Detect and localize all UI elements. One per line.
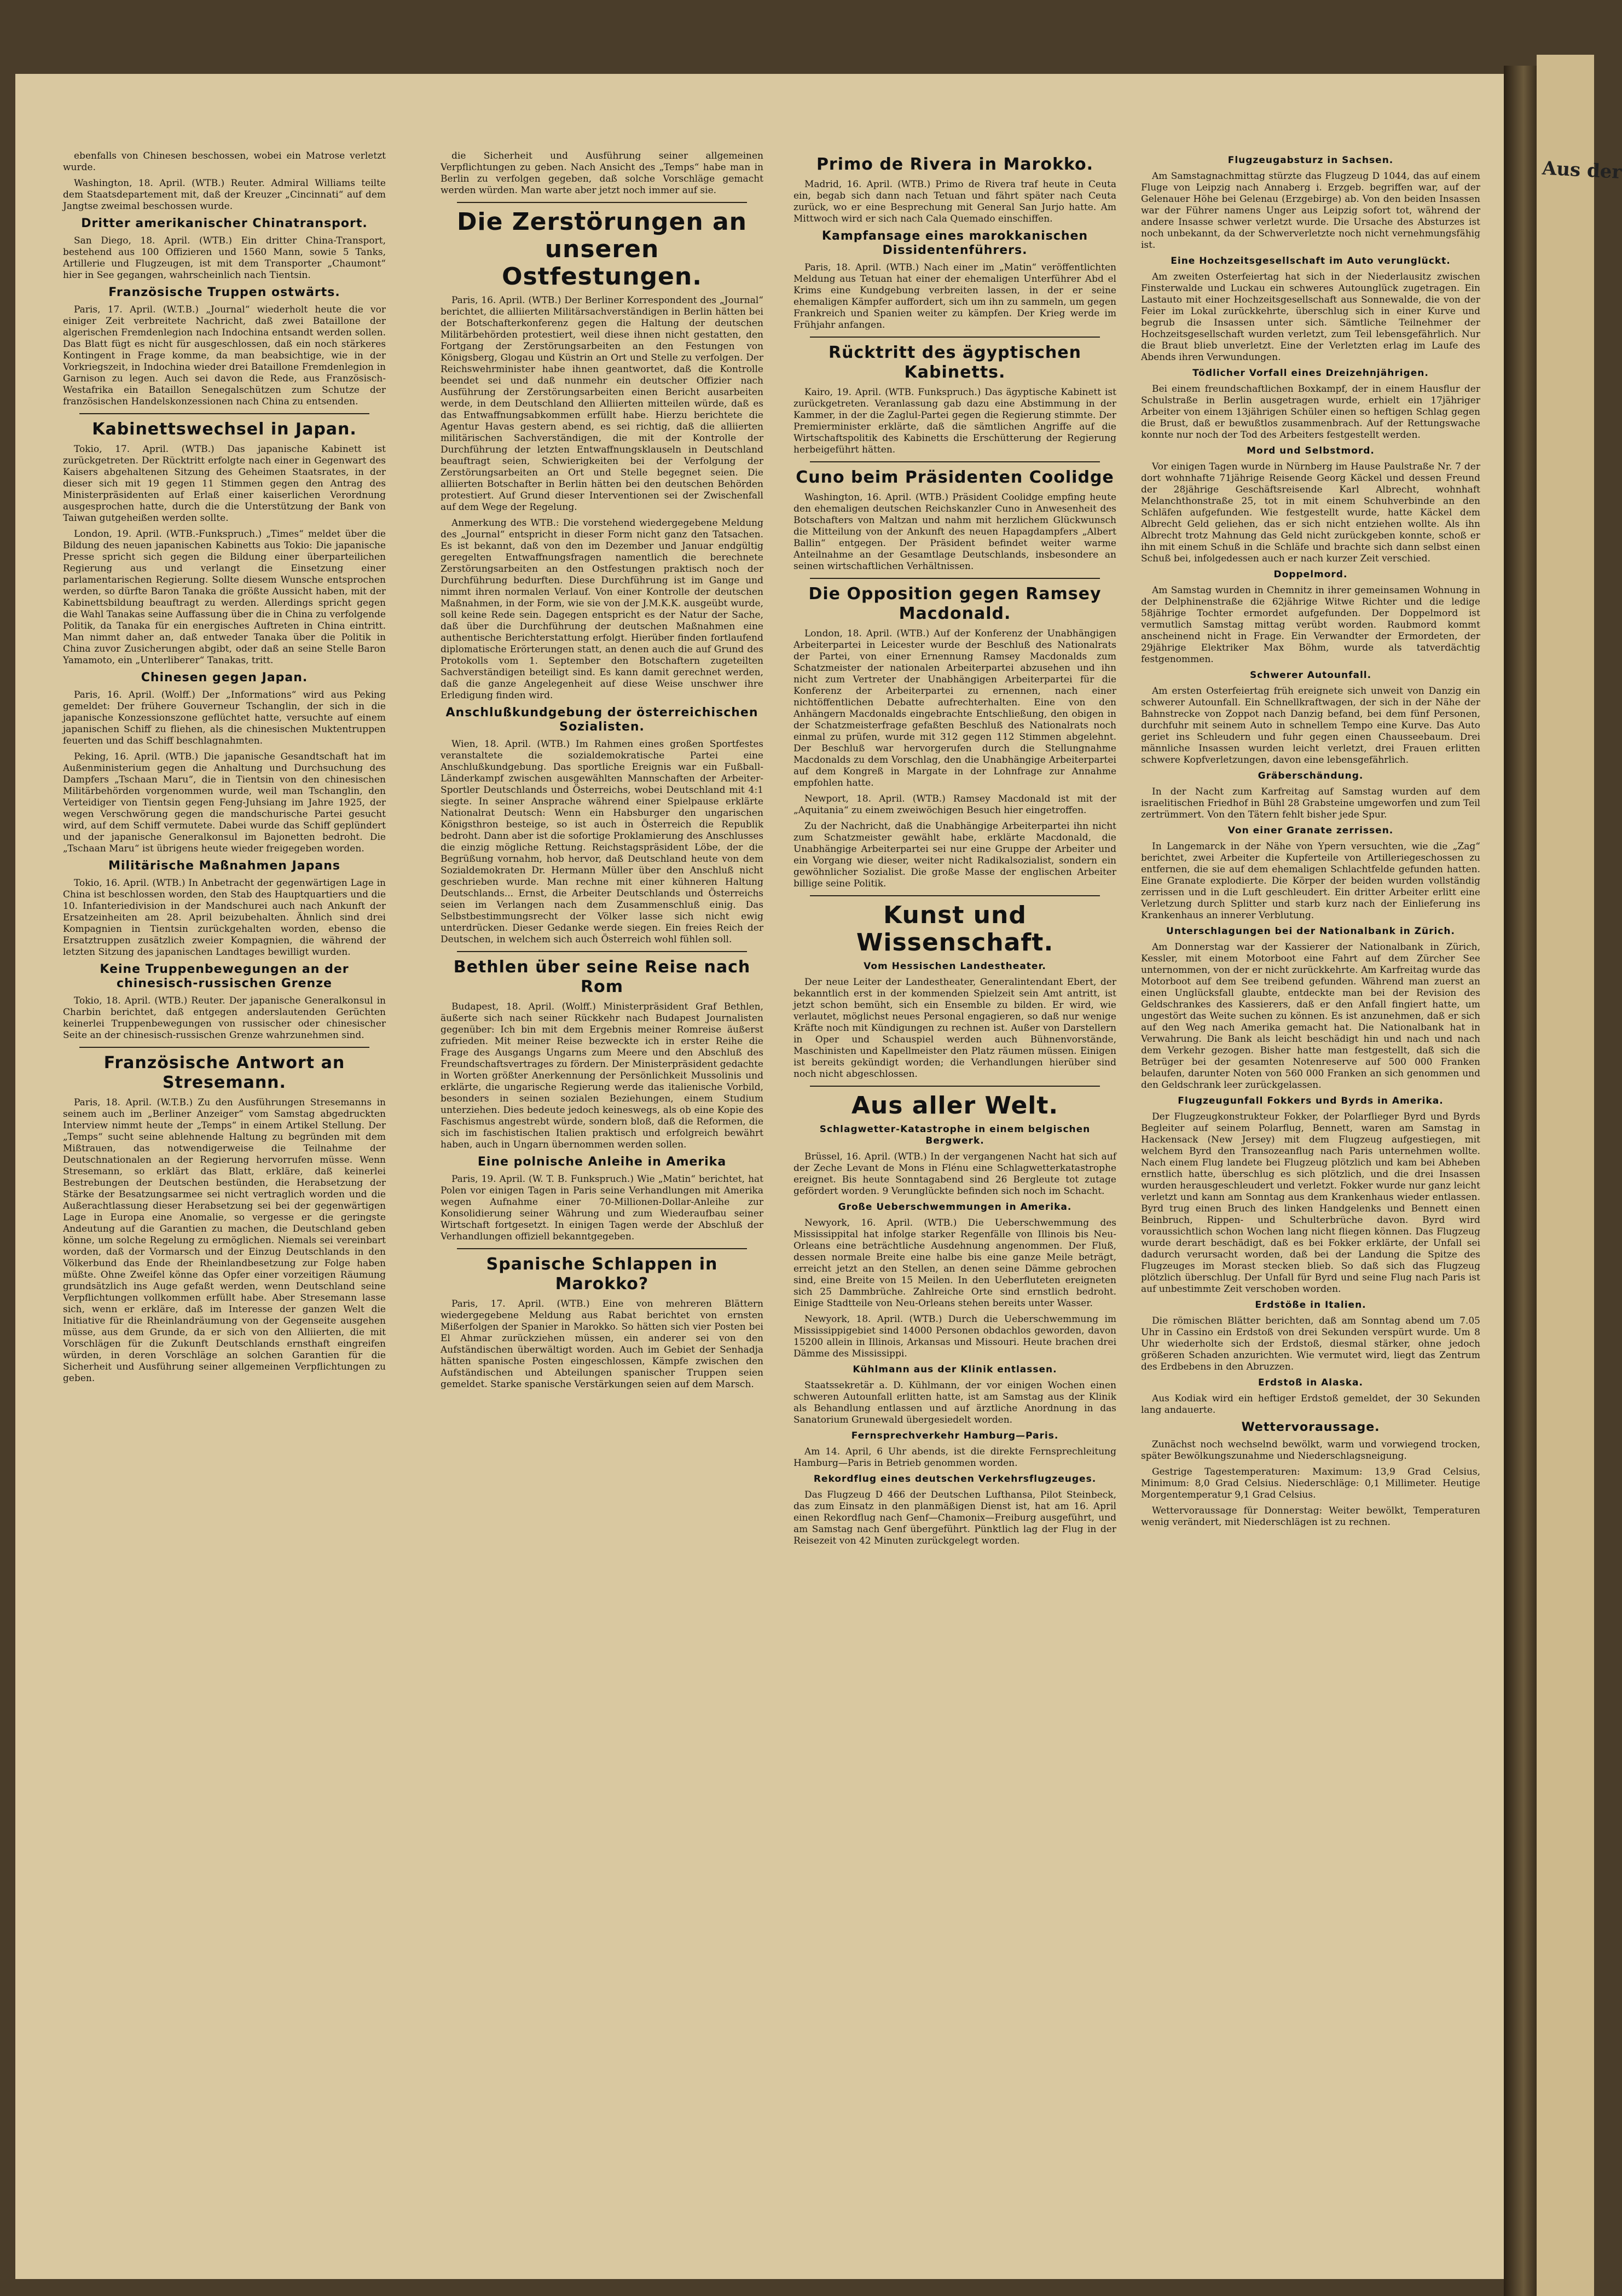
article-headline: Dritter amerikanischer Chinatransport. — [81, 217, 368, 230]
column-4 — [1141, 150, 1480, 1533]
article-headline: Flugzeugunfall Fokkers und Byrds in Amerika. — [1178, 1095, 1444, 1106]
article-headline: Die Opposition gegen Ramsey Macdonald. — [808, 584, 1102, 623]
article-headline: Gräberschändung. — [1258, 770, 1364, 781]
article-headline: Französische Antwort an Stresemann. — [103, 1053, 345, 1092]
article-headline: Doppelmord. — [1273, 569, 1348, 580]
article-paragraph: London, 19. April. (WTB.-Funkspruch.) „Times“ meldet über die Bildung des neuen japanischen Kabinetts aus Tokio: Die japanische Presse spricht sich gegen die Bildung einer überparteilichen Regierung aus und verlangt die Einsetzung einer parlamentarischen Regierung. Sollte diesem Wunsche entsprochen werden, so dürfte Baron Tanaka die größte Aussicht haben, mit der Kabinettsbildung beauftragt zu werden. Allerdings spricht gegen die Wahl Tanakas seine Auffassung über die in China zu verfolgende Politik, da Tanaka für ein energisches Auftreten in China eintritt. Man nimmt daher an, daß entweder Tanaka über die Politik in China zuvor Zusicherungen abgibt, oder daß an seine Stelle Baron Yamamoto, ein „Unterliberer“ Tanakas, tritt. — [63, 529, 386, 666]
article-paragraph: Vor einigen Tagen wurde in Nürnberg im Hause Paulstraße Nr. 7 der dort wohnhafte 71jährige Reisende Georg Käckel und dessen Freund der 28jährige Geschäftsreisende Karl Albrecht, wohnhaft Melanchthonstraße 25, tot in mit einem Schuhverbinde an den Schläfen aufgefunden. Wie festgestellt wurde, hatte Käckel dem Albrecht Geld geliehen, das er sich nicht entziehen wollte. Als ihn Albrecht trotz Mahnung das Geld nicht zurückgeben konnte, schoß er ihn mit einem Schuß in die Schläfe und brachte sich dann selbst einen Schuß bei, infolgedessen auch er nach kurzer Zeit verschied. — [1141, 461, 1480, 564]
article-paragraph: Paris, 17. April. (W.T.B.) „Journal“ wiederholt heute die vor einiger Zeit verbreitete Nachricht, daß zwei Bataillone der algerischen Fremdenlegion nach Indochina entsandt werden sollen. Das Blatt fügt es nicht für ausgeschlossen, daß ein noch stärkeres Kontingent in Frage komme, da man beabsichtige, wie in der Vorkriegszeit, in Indochina wieder drei Bataillone Fremdenlegion in Garnison zu legen. Auch sei davon die Rede, aus Französisch-Westafrika ein Bataillon Senegalschützen zum Schutze der französischen Handelskonzessionen nach China zu entsenden. — [63, 304, 386, 407]
column-divider — [457, 1248, 747, 1249]
article-paragraph: Die römischen Blätter berichten, daß am Sonntag abend um 7.05 Uhr in Cassino ein Erdstoß von drei Sekunden verspürt wurde. Um 8 Uhr wiederholte sich der Erdstoß, diesmal stärker, ohne jedoch größeren Schaden anzurichten. Wie vermutet wird, liegt das Zentrum des Erdbebens in den Abruzzen. — [1141, 1315, 1480, 1372]
article-paragraph: Staatssekretär a. D. Kühlmann, der vor einigen Wochen einen schweren Autounfall erlitten hatte, ist am Samstag aus der Klinik als Behandlung entlassen und auf ärztliche Anordnung in das Sanatorium Grunewald übergesiedelt worden. — [793, 1380, 1116, 1425]
article-headline: Wettervoraussage. — [1241, 1420, 1380, 1434]
article-headline: Die Zerstörungen an unseren Ostfestungen. — [456, 208, 747, 291]
article-paragraph: Budapest, 18. April. (Wolff.) Ministerpräsident Graf Bethlen, äußerte sich nach seiner Rückkehr nach Budapest Journalisten gegenüber: Ich bin mit dem Ergebnis meiner Romreise äußerst zufrieden. Mit meiner Reise bezweckte ich in erster Reihe die Frage des Ausgangs Ungarns zum Meere und den Abschluß des Freundschaftsvertrages zu fördern. Der Ministerpräsident gedachte in Worten größter Anerkennung der Persönlichkeit Mussolinis und erklärte, die ungarische Regierung werde das italienische Vorbild, besonders in seinen sozialen Beziehungen, einem Studium unterziehen. Dies bedeute jedoch keineswegs, als ob eine Kopie des Faschismus angestrebt würde, sondern bloß, daß die Reformen, die sich im faschistischen Italien praktisch und erfolgreich bewährt haben, auch in Ungarn übernommen werden sollen. — [441, 1001, 763, 1150]
article-paragraph: Newport, 18. April. (WTB.) Ramsey Macdonald ist mit der „Aquitania“ zu einem zweiwöchigen Besuch hier eingetroffen. — [793, 793, 1116, 816]
article-headline: Bethlen über seine Reise nach Rom — [453, 958, 751, 996]
article-paragraph: Das Flugzeug D 466 der Deutschen Lufthansa, Pilot Steinbeck, das zum Einsatz in den planmäßigen Dienst ist, hat am 16. April einen Rekordflug nach Genf—Chamonix—Freiburg ausgeführt, und am Samstag nach Genf übergeführt. Pünktlich lag der Flug in der Reisezeit von 42 Minuten zurückgelegt worden. — [793, 1489, 1116, 1546]
article-paragraph: London, 18. April. (WTB.) Auf der Konferenz der Unabhängigen Arbeiterpartei in Leicester wurde der Beschluß des Nationalrats der Partei, von einer Ernennung Ramsey Macdonalds zum Schatzmeister der nationalen Arbeiterpartei abzusehen und ihn nicht zum Vertreter der Unabhängigen Arbeiterpartei für die Konferenz der Arbeiterpartei zu ernennen, nach einer nichtöffentlichen Debatte aufrechterhalten. Eine von den Anhängern Macdonalds eingebrachte Entschließung, den obigen in der Schatzmeisterfrage gefaßten Beschluß des Nationalrats noch einmal zu prüfen, wurde mit 312 gegen 112 Stimmen abgelehnt. Der Beschluß war hervorgerufen durch die Stellungnahme Macdonalds zu dem Vorschlag, den die Unabhängige Arbeiterpartei auf dem Kongreß in Margate in der Lohnfrage zur Annahme empfohlen hatte. — [793, 628, 1116, 788]
article-paragraph: Kairo, 19. April. (WTB. Funkspruch.) Das ägyptische Kabinett ist zurückgetreten. Veranlassung gab dazu eine Abstimmung in der Kammer, in der die Zaglul-Partei gegen die Regierung stimmte. Der Premierminister erklärte, daß die sämtlichen Angriffe auf die Wirtschaftspolitik des Kabinetts die Erschütterung der Regierung herbeigeführt hätten. — [793, 387, 1116, 455]
article-paragraph: Der neue Leiter der Landestheater, Generalintendant Ebert, der bekanntlich erst in der kommenden Spielzeit sein Amt antritt, ist jetzt schon bemüht, sich ein Ensemble zu bilden. Er wird, wie verlautet, möglichst neues Personal engagieren, so daß nur wenige Kräfte noch mit Kündigungen zu rechnen ist. Außer von Darstellern in Oper und Schauspiel werden auch Bühnenvorstände, Maschinisten und Kapellmeister den Platz räumen müssen. Einigen ist bereits gekündigt worden; die Verhandlungen hierüber sind noch nicht abgeschlossen. — [793, 977, 1116, 1080]
article-paragraph: Anmerkung des WTB.: Die vorstehend wiedergegebene Meldung des „Journal“ entspricht in dieser Form nicht ganz den Tatsachen. Es ist bekannt, daß von den im Dezember und Januar endgültig geregelten Entwaffnungsfragen namentlich die berechnete Zerstörungsarbeiten an den Ostfestungen praktisch noch der Durchführung bedurften. Diese Durchführung ist im Gange und nimmt ihren normalen Verlauf. Von einer Kontrolle der deutschen Maßnahmen, in der Form, wie sie von der J.M.K.K. ausgeübt wurde, soll keine Rede sein. Dagegen entspricht es der Natur der Sache, daß über die Durchführung der deutschen Maßnahmen eine authentische Berichterstattung erfolgt. Hierüber finden fortlaufend diplomatische Erörterungen statt, an denen auch die auf Grund des Protokolls vom 1. September den Botschaftern zugeteilten Sachverständigen beteiligt sind. Es kann damit gerechnet werden, daß die ganze Angelegenheit auf diese Weise unschwer ihre Erledigung finden wird. — [441, 518, 763, 701]
article-paragraph: Tokio, 17. April. (WTB.) Das japanische Kabinett ist zurückgetreten. Der Rücktritt erfolgte nach einer in Gegenwart des Kaisers abgehaltenen Sitzung des Geheimen Staatsrates, in der dieser sich mit 19 gegen 11 Stimmen gegen den Antrag des Ministerpräsidenten auf Erlaß einer kaiserlichen Verordnung ausgesprochen hatte, durch die die Unterstützung der Bank von Taiwan gutgeheißen werden sollte. — [63, 444, 386, 524]
article-headline: Aus aller Welt. — [851, 1092, 1059, 1120]
column-divider — [810, 1086, 1100, 1087]
article-headline: Militärische Maßnahmen Japans — [108, 859, 340, 873]
article-paragraph: In Langemarck in der Nähe von Ypern versuchten, wie die „Zag“ berichtet, zwei Arbeiter die Kupferteile von Artilleriegeschossen zu entfernen, die sie auf dem ehemaligen Schlachtfelde gefunden hatten. Eine Granate explodierte. Die Körper der beiden wurden vollständig zerrissen und in die Luft geschleudert. Ein dritter Arbeiter erlitt eine Verletzung durch Splitter und starb kurz nach der Einlieferung ins Krankenhaus an innerer Verblutung. — [1141, 841, 1480, 921]
article-paragraph: Am zweiten Osterfeiertag hat sich in der Niederlausitz zwischen Finsterwalde und Luckau ein schweres Autounglück zugetragen. Ein Lastauto mit einer Hochzeitsgesellschaft aus Sonnewalde, die von der Feier im Lokal zurückkehrte, überschlug sich in einer Kurve und begrub die Insassen unter sich. Sämtliche Teilnehmer der Hochzeitsgesellschaft wurden verletzt, zum Teil lebensgefährlich. Nur die Braut blieb unverletzt. Eine der Verletzten erlag im Laufe des Abends ihren Verwundungen. — [1141, 271, 1480, 363]
article-paragraph: Brüssel, 16. April. (WTB.) In der vergangenen Nacht hat sich auf der Zeche Levant de Mons in Flénu eine Schlagwetterkatastrophe ereignet. Bis heute Sonntagabend sind 26 Bergleute tot zutage gefördert worden. 9 Verunglückte befinden sich noch im Schacht. — [793, 1151, 1116, 1197]
article-paragraph: Peking, 16. April. (WTB.) Die japanische Gesandtschaft hat im Außenministerium gegen die Anhaltung und Durchsuchung des Dampfers „Tschaan Maru“, die in Tientsin von den chinesischen Militärbehörden vorgenommen wurde, weil man Tschanglin, den Verteidiger von Tientsin gegen Feng-Juhsiang im Jahre 1925, der wegen Verschwörung gegen die mandschurische Partei gesucht wird, auf dem Schiff vermutete. Dabei wurde das Schiff geplündert und der japanische Generalkonsul im Bajonetten bedroht. Die „Tschaan Maru“ ist übrigens heute wieder freigegeben worden. — [63, 751, 386, 854]
article-paragraph: Gestrige Tagestemperaturen: Maximum: 13,9 Grad Celsius, Minimum: 8,0 Grad Celsius. Niederschläge: 0,1 Millimeter. Heutige Morgentemperatur 9,1 Grad Celsius. — [1141, 1466, 1480, 1500]
column-divider — [810, 337, 1100, 338]
article-paragraph: Am Samstagnachmittag stürzte das Flugzeug D 1044, das auf einem Fluge von Leipzig nach Annaberg i. Erzgeb. begriffen war, auf der Gelenauer Höhe bei Gelenau (Erzgebirge) ab. Von den beiden Insassen war der Führer namens Unger aus Leipzig sofort tot, während der andere Insasse schwer verletzt wurde. Die Ursache des Absturzes ist noch unbekannt, da der Schwerverletzte noch nicht vernehmungsfähig ist. — [1141, 171, 1480, 251]
article-headline: Unterschlagungen bei der Nationalbank in Zürich. — [1166, 926, 1455, 937]
article-paragraph: ebenfalls von Chinesen beschossen, wobei ein Matrose verletzt wurde. — [63, 150, 386, 173]
article-paragraph: Paris, 17. April. (WTB.) Eine von mehreren Blättern wiedergegebene Meldung aus Rabat berichtet von ernsten Mißerfolgen der Spanier in Marokko. So hätten sich vier Posten bei El Ahmar zurückziehen müssen, ein anderer sei von den Aufständischen überwältigt worden. Auch im Gebiet der Senhadja hätten spanische Posten eingeschlossen, Kämpfe zwischen den Aufständischen und Abteilungen spanischer Truppen seien gemeldet. Starke spanische Verstärkungen seien auf dem Marsch. — [441, 1298, 763, 1390]
article-paragraph: Wettervoraussage für Donnerstag: Weiter bewölkt, Temperaturen wenig verändert, mit Niederschlägen ist zu rechnen. — [1141, 1505, 1480, 1528]
article-paragraph: Washington, 16. April. (WTB.) Präsident Coolidge empfing heute den ehemaligen deutschen Reichskanzler Cuno in Anwesenheit des Botschafters von Maltzan und nahm mit herzlichem Glückwunsch die Mitteilung von der Ankunft des neuen Hapagdampfers „Albert Ballin“ entgegen. Der Präsident befindet weiter warme Anteilnahme an der Gesamtlage Deutschlands, insbesondere an seinen wirtschaftlichen Verhältnissen. — [793, 492, 1116, 572]
article-paragraph: Newyork, 16. April. (WTB.) Die Ueberschwemmung des Mississippital hat infolge starker Regenfälle von Illinois bis Neu-Orleans eine beträchtliche Ausdehnung angenommen. Der Fluß, dessen normale Breite eine halbe bis eine ganze Meile beträgt, erreicht jetzt an den Stellen, an denen seine Dämme gebrochen sind, eine Breite von 15 Meilen. In den Ueberfluteten ereigneten sich 25 Dammbrüche. Zahlreiche Orte sind ernstlich bedroht. Einige Stadtteile von Neu-Orleans stehen bereits unter Wasser. — [793, 1217, 1116, 1309]
article-paragraph: Wien, 18. April. (WTB.) Im Rahmen eines großen Sportfestes veranstaltete die sozialdemokratische Partei eine Anschlußkundgebung. Das sportliche Ereignis war ein Fußball-Länderkampf zwischen ausgewählten Mannschaften der Arbeiter-Sportler Deutschlands und Österreichs, wobei Deutschland mit 4:1 siegte. In seiner Ansprache während einer Spielpause erklärte Nationalrat Deutsch: Wenn ein Habsburger den ungarischen Königsthron besteige, so ist auch in Österreich die Republik bedroht. Dann aber ist die sofortige Proklamierung des Anschlusses die einzig mögliche Rettung. Reichstagspräsident Löbe, der die Begrüßung vornahm, hob hervor, daß Deutschland heute von dem Sozialdemokraten Dr. Hermann Müller über den Anschluß nicht geschrieben wurde. Man rechne mit einer kühneren Haltung Deutschlands... Ernst, die Arbeiter Deutschlands und Österreichs seien im Verlangen nach dem Zusammenschluß einig. Das Selbstbestimmungsrecht der Völker lasse sich nicht ewig unterdrücken. Dieser Gedanke werde siegen. Ein freies Reich der Deutschen, in welchem sich auch Österreich wohl fühlen soll. — [441, 739, 763, 945]
article-paragraph: Aus Kodiak wird ein heftiger Erdstoß gemeldet, der 30 Sekunden lang andauerte. — [1141, 1393, 1480, 1416]
article-paragraph: Am 14. April, 6 Uhr abends, ist die direkte Fernsprechleitung Hamburg—Paris in Betrieb genommen worden. — [793, 1446, 1116, 1469]
column-divider — [457, 202, 747, 203]
article-paragraph: Madrid, 16. April. (WTB.) Primo de Rivera traf heute in Ceuta ein, begab sich dann nach Tetuan und fährt später nach Ceuta zurück, wo er eine Besprechung mit General San Jurjo hatte. Am Mittwoch wird er sich nach Cala Quemado einschiffen. — [793, 179, 1116, 224]
article-headline: Erdstöße in Italien. — [1255, 1300, 1366, 1311]
column-divider — [79, 413, 369, 414]
article-paragraph: Der Flugzeugkonstrukteur Fokker, der Polarflieger Byrd und Byrds Begleiter auf seinem Polarflug, Bennett, waren am Samstag in Hackensack (New Jersey) mit dem Flugzeug aufgestiegen, mit welchem Byrd den Transozeanflug nach Paris unternehmen wollte. Nach einem Flug landete bei Flugzeug plötzlich und kam bei Abheben ernstlich hatte, überschlug es sich plötzlich, und die drei Insassen wurden herausgeschleudert und verletzt. Fokker wurde nur ganz leicht verletzt und kann am Sonntag aus dem Krankenhaus wieder entlassen. Byrd trug einen Bruch des linken Handgelenks und Bennett einen Beinbruch, Rippen- und Schulterbrüche davon. Byrd wird voraussichtlich schon Wochen lang nicht fliegen können. Das Flugzeug wurde derart beschädigt, daß es bei Fokker erklärte, der Unfall sei dadurch verursacht worden, daß bei der Landung die Spitze des Flugzeuges im Morast stecken blieb. So daß sich das Flugzeug plötzlich überschlug. Der Unfall für Byrd und seine Flug nach Paris ist auf unbestimmte Zeit verschoben worden. — [1141, 1111, 1480, 1295]
article-headline: Französische Truppen ostwärts. — [108, 286, 340, 299]
column-1 — [63, 150, 386, 1389]
article-headline: Flugzeugabsturz in Sachsen. — [1227, 155, 1394, 166]
adjacent-page — [1537, 55, 1622, 2296]
article-headline: Große Ueberschwemmungen in Amerika. — [838, 1202, 1072, 1213]
article-headline: Spanische Schlappen in Marokko? — [486, 1255, 718, 1294]
article-headline: Erdstoß in Alaska. — [1258, 1377, 1363, 1388]
adjacent-page-title: Aus der — [1542, 157, 1622, 184]
article-paragraph: Paris, 16. April. (WTB.) Der Berliner Korrespondent des „Journal“ berichtet, die alliierten Militärsachverständigen in Berlin hätten bei der Botschafterkonferenz gegen die Haltung der deutschen Militärbehörden protestiert, weil diese ihnen nicht gestatten, den Fortgang der Zerstörungsarbeiten an den Festungen von Königsberg, Glogau und Küstrin an Ort und Stelle zu verfolgen. Der Reichswehrminister habe ihnen geantwortet, daß die Kontrolle beendet sei und daß nunmehr ein deutscher Offizier nach Ausführung der Zerstörungsarbeiten einen Bericht ausarbeiten werde, in dem Deutschland den Alliierten mitteilen würde, daß es das Entwaffnungsabkommen erfüllt habe. Hierzu berichtete die Agentur Havas gestern abend, es sei richtig, daß die alliierten militärischen Sachverständigen, die mit der Kontrolle der Durchführung der letzten Entwaffnungsklauseln in Deutschland beauftragt seien, Schwierigkeiten bei der Verfolgung der Zerstörungsarbeiten an Ort und Stelle begegnet seien. Die alliierten Botschafter in Berlin hätten bei den deutschen Behörden protestiert. Auf Grund dieser Interventionen sei der Zwischenfall auf dem Wege der Regelung. — [441, 295, 763, 513]
article-paragraph: San Diego, 18. April. (WTB.) Ein dritter China-Transport, bestehend aus 100 Offizieren und 1560 Mann, sowie 5 Tanks, Artillerie und Flugzeugen, ist mit dem Transporter „Chaumont“ hier in See gegangen, wahrscheinlich nach Tientsin. — [63, 235, 386, 281]
book-gutter — [1504, 66, 1537, 2296]
article-paragraph: Am Samstag wurden in Chemnitz in ihrer gemeinsamen Wohnung in der Delphinenstraße die 62jährige Witwe Richter und die ledige 58jährige Tochter ermordet aufgefunden. Der Doppelmord ist vermutlich Samstag mittag verübt worden. Raubmord kommt anscheinend nicht in Frage. Ein Verwandter der Ermordeten, der 29jährige Elektriker Max Böhm, wurde als tatverdächtig festgenommen. — [1141, 585, 1480, 665]
article-paragraph: Newyork, 18. April. (WTB.) Durch die Ueberschwemmung im Mississippigebiet sind 14000 Personen obdachlos geworden, davon 15200 allein in Illinois, Arkansas und Missouri. Heute brachen drei Dämme des Mississippi. — [793, 1314, 1116, 1359]
article-paragraph: Bei einem freundschaftlichen Boxkampf, der in einem Hausflur der Schulstraße in Berlin ausgetragen wurde, erhielt ein 17jähriger Arbeiter von einem 13jährigen Schüler einen so heftigen Schlag gegen die Brust, daß er bewußtlos zusammenbrach. Auf der Rettungswache konnte nur noch der Tod des Arbeiters festgestellt werden. — [1141, 384, 1480, 440]
column-divider — [810, 461, 1100, 462]
article-headline: Kampfansage eines marokkanischen Dissidentenführers. — [821, 229, 1088, 257]
column-2 — [441, 150, 763, 1395]
column-divider — [810, 578, 1100, 579]
column-divider — [79, 1047, 369, 1048]
article-paragraph: die Sicherheit und Ausführung seiner allgemeinen Verpflichtungen zu geben. Nach Ansicht des „Temps“ habe man in Berlin zu verfolgen gegeben, daß solche Vorschläge gemacht werden würden. Man warte aber jetzt noch immer auf sie. — [441, 150, 763, 196]
article-headline: Eine Hochzeitsgesellschaft im Auto verunglückt. — [1171, 256, 1451, 266]
article-headline: Rekordflug eines deutschen Verkehrsflugzeuges. — [813, 1474, 1097, 1485]
article-paragraph: Am ersten Osterfeiertag früh ereignete sich unweit von Danzig ein schwerer Autounfall. Ein Schnellkraftwagen, der sich in der Nähe der Bahnstrecke von Zoppot nach Danzig befand, bei dem fünf Personen, durchfuhr mit seinem Auto in schnellem Tempo eine Kurve. Das Auto geriet ins Schleudern und fuhr gegen einen Chausseebaum. Drei männliche Insassen wurden leicht verletzt, drei Frauen erlitten schwere Kopfverletzungen, davon eine lebensgefährlich. — [1141, 686, 1480, 766]
article-paragraph: Tokio, 16. April. (WTB.) In Anbetracht der gegenwärtigen Lage in China ist beschlossen worden, den Stab des Hauptquartiers und die 10. Infanteriedivision in der Mandschurei auch nach Ankunft der Ersatzeinheiten am 28. April beizubehalten. Ähnlich sind drei Kompagnien in Tientsin zurückgehalten worden, ebenso die Ersatztruppen zusätzlich zweier Kompagnien, die während der letzten Sitzung des japanischen Landtages bewilligt wurden. — [63, 878, 386, 958]
article-paragraph: Tokio, 18. April. (WTB.) Reuter. Der japanische Generalkonsul in Charbin berichtet, daß entgegen anderslautenden Gerüchten keinerlei Truppenbewegungen von russischer oder chinesischer Seite an der chinesisch-russischen Grenze wahrzunehmen sind. — [63, 995, 386, 1041]
article-paragraph: Am Donnerstag war der Kassierer der Nationalbank in Zürich, Kessler, mit einem Motorboot eine Fahrt auf dem Zürcher See unternommen, von der er nicht zurückkehrte. Am Karfreitag wurde das Motorboot auf dem See treibend gefunden. Während man zuerst an einen Unglücksfall glaubte, entdeckte man bei der Revision des Geldschrankes des Kassierers, daß er den Anfall fingiert hatte, um ungestört das Weite suchen zu können. Es ist anzunehmen, daß er sich auf den Weg nach Amerika gemacht hat. Die Nationalbank hat in Verwahrung. Die Bank als leicht beschädigt hin und nach und nach dem Verkehr gezogen. Bisher hatte man festgestellt, daß sich die Betrüger bei der gesamten Notenreserve auf 500 000 Franken belaufen, darunter Noten von 560 000 Franken an sich genommen und den Geldschrank leer zurückgelassen. — [1141, 942, 1480, 1091]
article-headline: Tödlicher Vorfall eines Dreizehnjährigen. — [1192, 368, 1429, 379]
article-headline: Kühlmann aus der Klinik entlassen. — [853, 1364, 1057, 1375]
article-headline: Fernsprechverkehr Hamburg—Paris. — [851, 1430, 1059, 1441]
article-paragraph: Paris, 19. April. (W. T. B. Funkspruch.) Wie „Matin“ berichtet, hat Polen vor einigen Tagen in Paris seine Verhandlungen mit Amerika wegen Aufnahme einer 70-Millionen-Dollar-Anleihe zur Konsolidierung seiner Währung und zum Wiederaufbau seiner Wirtschaft fortgesetzt. In einigen Tagen werde der Abschluß der Verhandlungen offiziell bekanntgegeben. — [441, 1174, 763, 1242]
article-paragraph: Washington, 18. April. (WTB.) Reuter. Admiral Williams teilte dem Staatsdepartement mit, daß der Kreuzer „Cincinnati“ auf dem Jangtse zweimal beschossen wurde. — [63, 178, 386, 212]
article-headline: Mord und Selbstmord. — [1247, 445, 1375, 456]
article-headline: Kunst und Wissenschaft. — [856, 901, 1054, 956]
article-headline: Schwerer Autounfall. — [1249, 670, 1372, 681]
column-divider — [810, 895, 1100, 896]
article-headline: Schlagwetter-Katastrophe in einem belgischen Bergwerk. — [819, 1124, 1091, 1146]
article-headline: Von einer Granate zerrissen. — [1227, 825, 1394, 836]
article-headline: Anschlußkundgebung der österreichischen Sozialisten. — [445, 706, 758, 734]
article-headline: Primo de Rivera in Marokko. — [816, 155, 1094, 174]
article-headline: Keine Truppenbewegungen an der chinesisch-russischen Grenze — [100, 963, 349, 990]
article-headline: Rücktritt des ägyptischen Kabinetts. — [829, 343, 1081, 382]
article-headline: Eine polnische Anleihe in Amerika — [477, 1155, 727, 1169]
article-headline: Cuno beim Präsidenten Coolidge — [796, 468, 1114, 487]
column-3 — [793, 150, 1116, 1551]
article-paragraph: Paris, 18. April. (WTB.) Nach einer im „Matin“ veröffentlichten Meldung aus Tetuan hat einer der ehemaligen Unterführer Abd el Krims eine Kundgebung verbreiten lassen, in der er seine ehemaligen Kämpfer auffordert, sich um ihn zu sammeln, um gegen Frankreich und Spanien weiter zu kämpfen. Der Krieg werde im Frühjahr anfangen. — [793, 262, 1116, 331]
article-headline: Chinesen gegen Japan. — [141, 671, 308, 685]
article-paragraph: Paris, 16. April. (Wolff.) Der „Informations“ wird aus Peking gemeldet: Der frühere Gouverneur Tschanglin, der sich in die japanische Konzessionszone geflüchtet hatte, versuchte auf einem japanischen Schiff zu fliehen, als die chinesischen Muktentruppen feuerten und das Schiff beschlagnahmten. — [63, 689, 386, 746]
column-divider — [457, 951, 747, 952]
article-headline: Vom Hessischen Landestheater. — [864, 961, 1046, 972]
article-paragraph: Zunächst noch wechselnd bewölkt, warm und vorwiegend trocken, später Bewölkungszunahme und Niederschlagsneigung. — [1141, 1439, 1480, 1462]
article-paragraph: Zu der Nachricht, daß die Unabhängige Arbeiterpartei ihn nicht zum Schatzmeister gewählt habe, erklärte Macdonald, die Unabhängige Arbeiterpartei sei nur eine Gruppe der Arbeiter und ein Vorgang wie dieser, weiter nicht Radikalsozialist, sondern ein gewöhnlicher Sozialist. Die große Masse der englischen Arbeiter billige seine Politik. — [793, 821, 1116, 889]
article-paragraph: Paris, 18. April. (W.T.B.) Zu den Ausführungen Stresemanns in seinem auch im „Berliner Anzeiger“ vom Samstag abgedruckten Interview nimmt heute der „Temps“ in einem Artikel Stellung. Der „Temps“ sucht seine ablehnende Haltung zu begründen mit dem Mißtrauen, das notwendigerweise die Teilnahme der Deutschnationalen an der Regierung hervorrufen müsse. Wenn Stresemann, so erklärt das Blatt, erkläre, daß keinerlei Bestrebungen der Deutschen bestünden, die Herabsetzung der Stärke der Besatzungsarmee sei nicht vertraglich worden und die Außerachtlassung dieser Herabsetzung sei bei der gegenwärtigen Lage in Europa eine Anomalie, so vergesse er die geringste Andeutung auf die Garantien zu machen, die Deutschland geben könne, um solche Regelung zu ermöglichen. Niemals sei vereinbart worden, daß der Vormarsch und der Einzug Deutschlands in den Völkerbund das Ende der Rheinlandbesetzung zur Folge haben müßte. Ohne Zweifel könne das Opfer einer vorzeitigen Räumung grundsätzlich ins Auge gefaßt werden, wenn Deutschland seine Verpflichtungen vollkommen erfüllt habe. Aber Stresemann lasse sich, wenn er erkläre, daß im Interesse der ganzen Welt die Initiative für die Rheinlandräumung von der Gegenseite ausgehen müsse, aus dem Grunde, da er sich von den Alliierten, die mit Vorschlägen für die Zukunft Deutschlands ernsthaft eingreifen würden, in deren Vorschläge an solchen Garantien für die Sicherheit und Ausführung seiner allgemeinen Verpflichtungen zu geben. — [63, 1097, 386, 1384]
article-paragraph: In der Nacht zum Karfreitag auf Samstag wurden auf dem israelitischen Friedhof in Bühl 28 Grabsteine umgeworfen und zum Teil zertrümmert. Von den Tätern fehlt bisher jede Spur. — [1141, 786, 1480, 820]
article-headline: Kabinettswechsel in Japan. — [92, 420, 357, 439]
